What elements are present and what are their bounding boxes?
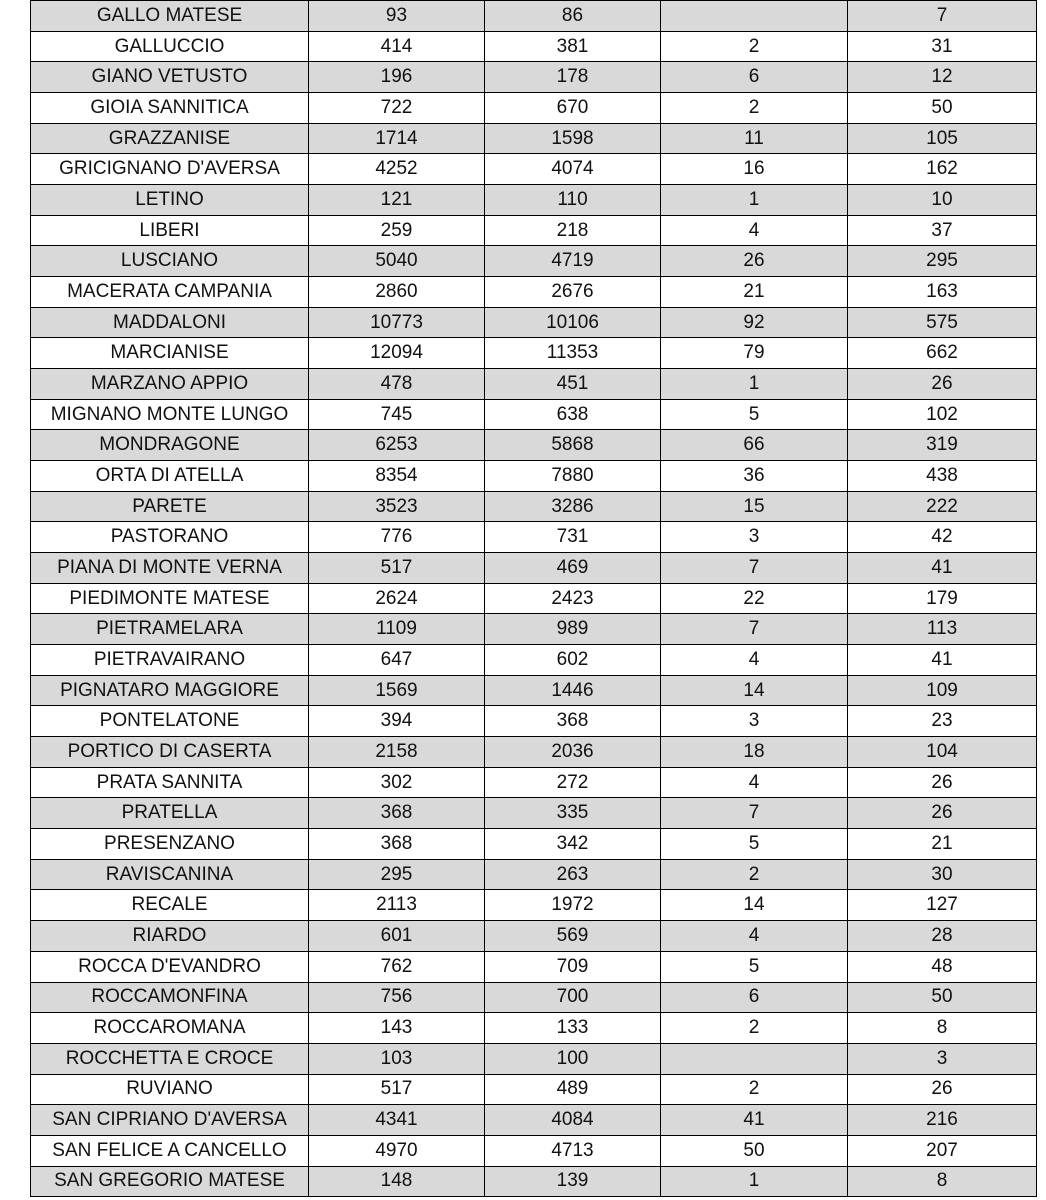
value-cell-1: 647 — [309, 645, 485, 676]
value-cell-4: 127 — [848, 890, 1037, 921]
table-row — [31, 859, 1037, 890]
value-cell-3: 7 — [661, 553, 848, 584]
table-body — [31, 1, 1037, 1197]
municipality-cell: PIETRAMELARA — [31, 614, 309, 645]
value-cell-3: 6 — [661, 982, 848, 1013]
value-cell-2: 3286 — [485, 491, 661, 522]
value-cell-4: 207 — [848, 1135, 1037, 1166]
value-cell-2: 2036 — [485, 737, 661, 768]
table-row — [31, 399, 1037, 430]
value-cell-4: 50 — [848, 982, 1037, 1013]
value-cell-2: 489 — [485, 1074, 661, 1105]
value-cell-1: 4341 — [309, 1105, 485, 1136]
value-cell-3: 79 — [661, 338, 848, 369]
value-cell-1: 756 — [309, 982, 485, 1013]
value-cell-4: 42 — [848, 522, 1037, 553]
value-cell-2: 7880 — [485, 461, 661, 492]
value-cell-2: 4074 — [485, 154, 661, 185]
municipality-cell: PRATA SANNITA — [31, 767, 309, 798]
value-cell-4: 26 — [848, 1074, 1037, 1105]
municipality-cell: ORTA DI ATELLA — [31, 461, 309, 492]
table-row — [31, 1166, 1037, 1197]
table-row — [31, 982, 1037, 1013]
value-cell-3: 7 — [661, 798, 848, 829]
value-cell-3: 6 — [661, 62, 848, 93]
value-cell-4: 662 — [848, 338, 1037, 369]
value-cell-1: 414 — [309, 31, 485, 62]
table-row — [31, 1135, 1037, 1166]
value-cell-2: 2676 — [485, 277, 661, 308]
value-cell-2: 342 — [485, 829, 661, 860]
value-cell-4: 41 — [848, 553, 1037, 584]
municipality-cell: PASTORANO — [31, 522, 309, 553]
value-cell-4: 295 — [848, 246, 1037, 277]
value-cell-2: 86 — [485, 1, 661, 32]
value-cell-1: 517 — [309, 1074, 485, 1105]
value-cell-3: 5 — [661, 951, 848, 982]
table-row — [31, 277, 1037, 308]
value-cell-4: 104 — [848, 737, 1037, 768]
value-cell-2: 1598 — [485, 123, 661, 154]
table-row — [31, 1105, 1037, 1136]
value-cell-1: 517 — [309, 553, 485, 584]
value-cell-2: 569 — [485, 921, 661, 952]
value-cell-2: 602 — [485, 645, 661, 676]
municipality-cell: GALLUCCIO — [31, 31, 309, 62]
value-cell-2: 178 — [485, 62, 661, 93]
value-cell-3: 1 — [661, 1166, 848, 1197]
value-cell-1: 4252 — [309, 154, 485, 185]
municipality-cell: SAN FELICE A CANCELLO — [31, 1135, 309, 1166]
value-cell-2: 670 — [485, 93, 661, 124]
municipality-cell: PIANA DI MONTE VERNA — [31, 553, 309, 584]
value-cell-4: 319 — [848, 430, 1037, 461]
value-cell-3: 36 — [661, 461, 848, 492]
value-cell-1: 93 — [309, 1, 485, 32]
value-cell-3: 5 — [661, 829, 848, 860]
value-cell-3: 4 — [661, 645, 848, 676]
table-row — [31, 338, 1037, 369]
value-cell-1: 196 — [309, 62, 485, 93]
table-row — [31, 675, 1037, 706]
value-cell-1: 394 — [309, 706, 485, 737]
value-cell-1: 121 — [309, 185, 485, 216]
municipality-cell: PIGNATARO MAGGIORE — [31, 675, 309, 706]
value-cell-3: 26 — [661, 246, 848, 277]
table-row — [31, 369, 1037, 400]
municipality-cell: ROCCAMONFINA — [31, 982, 309, 1013]
table-row — [31, 951, 1037, 982]
value-cell-4: 37 — [848, 215, 1037, 246]
municipality-cell: LUSCIANO — [31, 246, 309, 277]
value-cell-1: 10773 — [309, 307, 485, 338]
municipality-cell: SAN GREGORIO MATESE — [31, 1166, 309, 1197]
value-cell-1: 776 — [309, 522, 485, 553]
value-cell-3: 11 — [661, 123, 848, 154]
value-cell-1: 6253 — [309, 430, 485, 461]
table-row — [31, 185, 1037, 216]
table-row — [31, 522, 1037, 553]
table-row — [31, 553, 1037, 584]
table-row — [31, 154, 1037, 185]
municipality-cell: PONTELATONE — [31, 706, 309, 737]
value-cell-1: 1569 — [309, 675, 485, 706]
table-row — [31, 614, 1037, 645]
value-cell-4: 26 — [848, 798, 1037, 829]
value-cell-4: 163 — [848, 277, 1037, 308]
table-row — [31, 491, 1037, 522]
value-cell-4: 10 — [848, 185, 1037, 216]
value-cell-3: 21 — [661, 277, 848, 308]
value-cell-1: 722 — [309, 93, 485, 124]
value-cell-4: 12 — [848, 62, 1037, 93]
value-cell-1: 2624 — [309, 583, 485, 614]
municipality-cell: LETINO — [31, 185, 309, 216]
municipality-cell: MONDRAGONE — [31, 430, 309, 461]
value-cell-4: 109 — [848, 675, 1037, 706]
value-cell-4: 48 — [848, 951, 1037, 982]
value-cell-3: 41 — [661, 1105, 848, 1136]
municipality-cell: GRAZZANISE — [31, 123, 309, 154]
value-cell-2: 2423 — [485, 583, 661, 614]
value-cell-3: 15 — [661, 491, 848, 522]
value-cell-4: 8 — [848, 1013, 1037, 1044]
value-cell-1: 12094 — [309, 338, 485, 369]
value-cell-2: 368 — [485, 706, 661, 737]
municipality-cell: PIETRAVAIRANO — [31, 645, 309, 676]
municipality-cell: MARCIANISE — [31, 338, 309, 369]
municipality-cell: GRICIGNANO D'AVERSA — [31, 154, 309, 185]
municipality-cell: RUVIANO — [31, 1074, 309, 1105]
table-row — [31, 921, 1037, 952]
value-cell-1: 103 — [309, 1043, 485, 1074]
value-cell-4: 102 — [848, 399, 1037, 430]
value-cell-4: 575 — [848, 307, 1037, 338]
municipality-cell: PARETE — [31, 491, 309, 522]
municipality-cell: MADDALONI — [31, 307, 309, 338]
value-cell-4: 222 — [848, 491, 1037, 522]
municipality-cell: RAVISCANINA — [31, 859, 309, 890]
table-row — [31, 31, 1037, 62]
value-cell-3 — [661, 1043, 848, 1074]
table-row — [31, 583, 1037, 614]
value-cell-3: 3 — [661, 706, 848, 737]
table-row — [31, 461, 1037, 492]
value-cell-3: 3 — [661, 522, 848, 553]
table-row — [31, 1, 1037, 32]
value-cell-1: 478 — [309, 369, 485, 400]
table-row — [31, 215, 1037, 246]
value-cell-3: 5 — [661, 399, 848, 430]
value-cell-1: 762 — [309, 951, 485, 982]
value-cell-3: 4 — [661, 215, 848, 246]
value-cell-2: 469 — [485, 553, 661, 584]
value-cell-4: 179 — [848, 583, 1037, 614]
value-cell-4: 23 — [848, 706, 1037, 737]
value-cell-1: 1109 — [309, 614, 485, 645]
value-cell-2: 133 — [485, 1013, 661, 1044]
value-cell-2: 11353 — [485, 338, 661, 369]
value-cell-3: 2 — [661, 31, 848, 62]
value-cell-2: 335 — [485, 798, 661, 829]
value-cell-4: 28 — [848, 921, 1037, 952]
value-cell-3: 2 — [661, 93, 848, 124]
value-cell-4: 7 — [848, 1, 1037, 32]
municipality-cell: RECALE — [31, 890, 309, 921]
value-cell-1: 8354 — [309, 461, 485, 492]
value-cell-2: 100 — [485, 1043, 661, 1074]
value-cell-1: 368 — [309, 829, 485, 860]
municipality-cell: MARZANO APPIO — [31, 369, 309, 400]
municipality-cell: PORTICO DI CASERTA — [31, 737, 309, 768]
value-cell-2: 381 — [485, 31, 661, 62]
municipality-cell: GIOIA SANNITICA — [31, 93, 309, 124]
table-row — [31, 1074, 1037, 1105]
value-cell-4: 113 — [848, 614, 1037, 645]
table-row — [31, 767, 1037, 798]
municipality-cell: RIARDO — [31, 921, 309, 952]
value-cell-1: 601 — [309, 921, 485, 952]
value-cell-2: 218 — [485, 215, 661, 246]
table-row — [31, 737, 1037, 768]
value-cell-4: 438 — [848, 461, 1037, 492]
value-cell-2: 989 — [485, 614, 661, 645]
value-cell-3: 22 — [661, 583, 848, 614]
value-cell-4: 162 — [848, 154, 1037, 185]
municipality-cell: PRESENZANO — [31, 829, 309, 860]
value-cell-2: 5868 — [485, 430, 661, 461]
table-row — [31, 798, 1037, 829]
value-cell-2: 1446 — [485, 675, 661, 706]
value-cell-4: 41 — [848, 645, 1037, 676]
value-cell-3: 1 — [661, 185, 848, 216]
table-row — [31, 246, 1037, 277]
table-row — [31, 706, 1037, 737]
value-cell-1: 295 — [309, 859, 485, 890]
value-cell-4: 30 — [848, 859, 1037, 890]
table-row — [31, 93, 1037, 124]
value-cell-2: 272 — [485, 767, 661, 798]
value-cell-2: 700 — [485, 982, 661, 1013]
municipality-cell: SAN CIPRIANO D'AVERSA — [31, 1105, 309, 1136]
table-row — [31, 123, 1037, 154]
table-row — [31, 307, 1037, 338]
table-row — [31, 1013, 1037, 1044]
value-cell-3: 18 — [661, 737, 848, 768]
value-cell-1: 745 — [309, 399, 485, 430]
value-cell-1: 5040 — [309, 246, 485, 277]
municipality-data-table — [30, 0, 1037, 1197]
value-cell-3: 16 — [661, 154, 848, 185]
value-cell-2: 10106 — [485, 307, 661, 338]
value-cell-1: 1714 — [309, 123, 485, 154]
value-cell-3 — [661, 1, 848, 32]
value-cell-3: 4 — [661, 921, 848, 952]
value-cell-1: 143 — [309, 1013, 485, 1044]
table-row — [31, 829, 1037, 860]
value-cell-1: 3523 — [309, 491, 485, 522]
value-cell-1: 368 — [309, 798, 485, 829]
municipality-cell: PIEDIMONTE MATESE — [31, 583, 309, 614]
table-row — [31, 890, 1037, 921]
value-cell-1: 2113 — [309, 890, 485, 921]
value-cell-3: 2 — [661, 1013, 848, 1044]
value-cell-4: 3 — [848, 1043, 1037, 1074]
value-cell-4: 8 — [848, 1166, 1037, 1197]
municipality-cell: GALLO MATESE — [31, 1, 309, 32]
value-cell-2: 4084 — [485, 1105, 661, 1136]
value-cell-3: 50 — [661, 1135, 848, 1166]
value-cell-4: 31 — [848, 31, 1037, 62]
table-row — [31, 1043, 1037, 1074]
municipality-cell: ROCCAROMANA — [31, 1013, 309, 1044]
value-cell-4: 21 — [848, 829, 1037, 860]
value-cell-3: 14 — [661, 890, 848, 921]
table-row — [31, 62, 1037, 93]
value-cell-2: 451 — [485, 369, 661, 400]
value-cell-4: 26 — [848, 767, 1037, 798]
value-cell-3: 66 — [661, 430, 848, 461]
value-cell-3: 7 — [661, 614, 848, 645]
value-cell-4: 50 — [848, 93, 1037, 124]
municipality-cell: ROCCA D'EVANDRO — [31, 951, 309, 982]
municipality-cell: MACERATA CAMPANIA — [31, 277, 309, 308]
value-cell-3: 92 — [661, 307, 848, 338]
value-cell-1: 148 — [309, 1166, 485, 1197]
value-cell-1: 4970 — [309, 1135, 485, 1166]
value-cell-2: 139 — [485, 1166, 661, 1197]
value-cell-4: 216 — [848, 1105, 1037, 1136]
value-cell-1: 302 — [309, 767, 485, 798]
value-cell-2: 4713 — [485, 1135, 661, 1166]
municipality-cell: LIBERI — [31, 215, 309, 246]
value-cell-2: 110 — [485, 185, 661, 216]
municipality-cell: PRATELLA — [31, 798, 309, 829]
value-cell-2: 709 — [485, 951, 661, 982]
value-cell-1: 259 — [309, 215, 485, 246]
value-cell-3: 14 — [661, 675, 848, 706]
value-cell-2: 263 — [485, 859, 661, 890]
value-cell-2: 731 — [485, 522, 661, 553]
value-cell-4: 105 — [848, 123, 1037, 154]
value-cell-2: 1972 — [485, 890, 661, 921]
value-cell-3: 2 — [661, 1074, 848, 1105]
value-cell-2: 4719 — [485, 246, 661, 277]
value-cell-2: 638 — [485, 399, 661, 430]
municipality-cell: MIGNANO MONTE LUNGO — [31, 399, 309, 430]
municipality-cell: ROCCHETTA E CROCE — [31, 1043, 309, 1074]
table-row — [31, 645, 1037, 676]
value-cell-1: 2860 — [309, 277, 485, 308]
value-cell-3: 4 — [661, 767, 848, 798]
table-row — [31, 430, 1037, 461]
value-cell-3: 1 — [661, 369, 848, 400]
municipality-cell: GIANO VETUSTO — [31, 62, 309, 93]
value-cell-1: 2158 — [309, 737, 485, 768]
value-cell-3: 2 — [661, 859, 848, 890]
value-cell-4: 26 — [848, 369, 1037, 400]
